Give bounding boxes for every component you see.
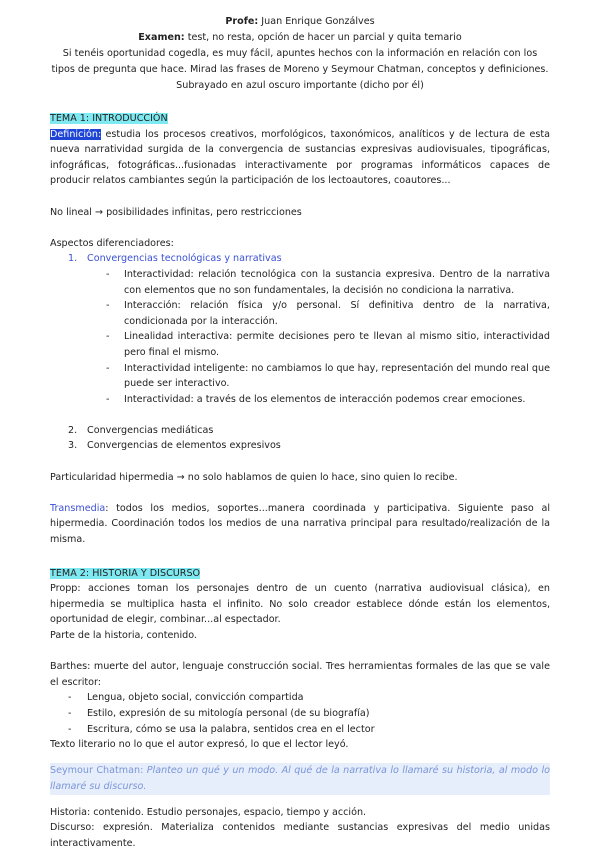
header-note: Si tenéis oportunidad cogedla, es muy fácil, apuntes hechos con la información en relación con los tipos de pregunta que hace. Mirad las frases de Moreno y Seymour Chatman, conceptos y definiciones. Subrayado en azul oscuro importante (dicho por él) [51,48,549,91]
definicion-paragraph [50,127,550,189]
profe-line [50,14,550,30]
dash-item [50,690,550,706]
dash-item [50,722,550,738]
historia-line: Historia: contenido. Estudio personajes, espacio, tiempo y acción. [50,806,367,818]
no-lineal-line: No lineal → posibilidades infinitas, pero restricciones [50,206,302,218]
list-item-label: Convergencias mediáticas [87,424,214,436]
transmedia-label: Transmedia [50,502,106,514]
profe-value: Juan Enrique Gonzálves [258,16,375,27]
propp-paragraph: Propp: acciones toman los personajes dentro de un cuento (narrativa audiovisual clásica), en hipermedia se multiplica hasta el infinito. No solo creador establece dónde están los elementos, oportunidad de elegir, combinar...al espectador. [50,583,550,626]
bullet-dash-icon: - [106,268,110,280]
examen-label: Examen: [138,32,185,43]
list-item-label: Convergencias tecnológicas y narrativas [87,253,282,265]
particularidad-line: Particularidad hipermedia → no solo hablamos de quien lo hace, sino quien lo recibe. [50,471,458,483]
aspectos-heading: Aspectos diferenciadores: [50,237,174,249]
dash-item-text: Lengua, objeto social, convicción compartida [87,692,304,704]
chatman-quote: Planteo un qué y un modo. Al qué de la narrativa lo llamaré su historia, al modo lo llamaré su discurso. [50,764,550,792]
document-page [50,14,550,852]
dash-item-text: Estilo, expresión de su mitología personal (de su biografía) [87,707,370,719]
sub-bullet-item [50,361,550,392]
bullet-dash-icon: - [106,393,110,405]
sub-bullet-text: Interacción: relación física y/o personal. Sí definitiva dentro de la narrativa, condicionada por la interacción. [124,300,550,327]
tema2-section [50,566,550,852]
sub-bullet-text: Interactividad: a través de los elementos de interacción podemos crear emociones. [124,393,526,405]
examen-line [50,30,550,46]
tema1-title: TEMA 1: INTRODUCCIÓN [50,113,168,124]
profe-label: Profe: [225,16,259,27]
transmedia-text: : todos los medios, soportes...manera coordinada y participativa. Siguiente paso al hipermedia. Coordinación todos los medios de una narrativa principal para resultado/realización de la misma. [50,502,550,546]
discurso-line: Discurso: expresión. Materializa contenidos mediante sustancias expresivas del medio unidas interactivamente. [50,822,550,849]
dash-item-text: Escritura, cómo se usa la palabra, sentidos crea en el lector [87,723,375,735]
list-item-1 [50,251,550,267]
sub-bullet-item [50,298,550,329]
list-item-2 [50,423,550,439]
bullet-dash-icon: - [68,707,72,719]
barthes-paragraph: Barthes: muerte del autor, lenguaje construcción social. Tres herramientas formales de las que se vale el escritor: [50,661,550,688]
sub-bullet-item [50,329,550,360]
texto-literario-line: Texto literario no lo que el autor expresó, lo que el lector leyó. [50,739,349,751]
definicion-text: estudia los procesos creativos, morfológicos, taxonómicos, analíticos y de lectura de esta nueva narratividad surgida de la convergencia de sustancias expresivas audiovisuales, tipográficas, infográficas, fotográficas...fusionadas interactivamente por programas informáticos capaces de producir relatos cambiantes según la participación de los lectoautores, coautores... [50,128,550,187]
transmedia-paragraph [50,501,550,548]
tema1-section [50,111,550,548]
sub-bullet-text: Interactividad inteligente: no cambiamos lo que hay, representación del mundo real que puede ser interactivo. [124,362,550,390]
bullet-dash-icon: - [106,331,110,343]
tema2-title: TEMA 2: HISTORIA Y DISCURSO [50,567,201,579]
list-number: 3. [68,440,78,452]
bullet-dash-icon: - [106,362,110,374]
document-header [50,14,550,94]
sub-bullet-text: Interactividad: relación tecnológica con la sustancia expresiva. Dentro de la narrativa con elementos que no son fundamentales, la decisión no condiciona la narrativa. [124,268,550,296]
examen-value: test, no resta, opción de hacer un parcial y quita temario [184,32,462,43]
sub-bullet-item [50,267,550,298]
list-item-3 [50,438,550,454]
sub-bullet-item [50,392,550,408]
sub-bullet-text: Linealidad interactiva: permite decisiones pero te llevan al mismo sitio, interactividad pero final el mismo. [124,331,550,358]
definicion-label: Definición: [50,128,102,140]
chatman-quote-box [50,763,550,795]
list-number: 1. [68,253,78,265]
bullet-dash-icon: - [68,723,72,735]
list-number: 2. [68,424,78,436]
parte-line: Parte de la historia, contenido. [50,630,197,641]
list-item-label: Convergencias de elementos expresivos [87,440,281,452]
dash-item [50,706,550,722]
chatman-label: Seymour Chatman: [50,764,144,776]
bullet-dash-icon: - [68,692,72,704]
bullet-dash-icon: - [106,300,110,312]
